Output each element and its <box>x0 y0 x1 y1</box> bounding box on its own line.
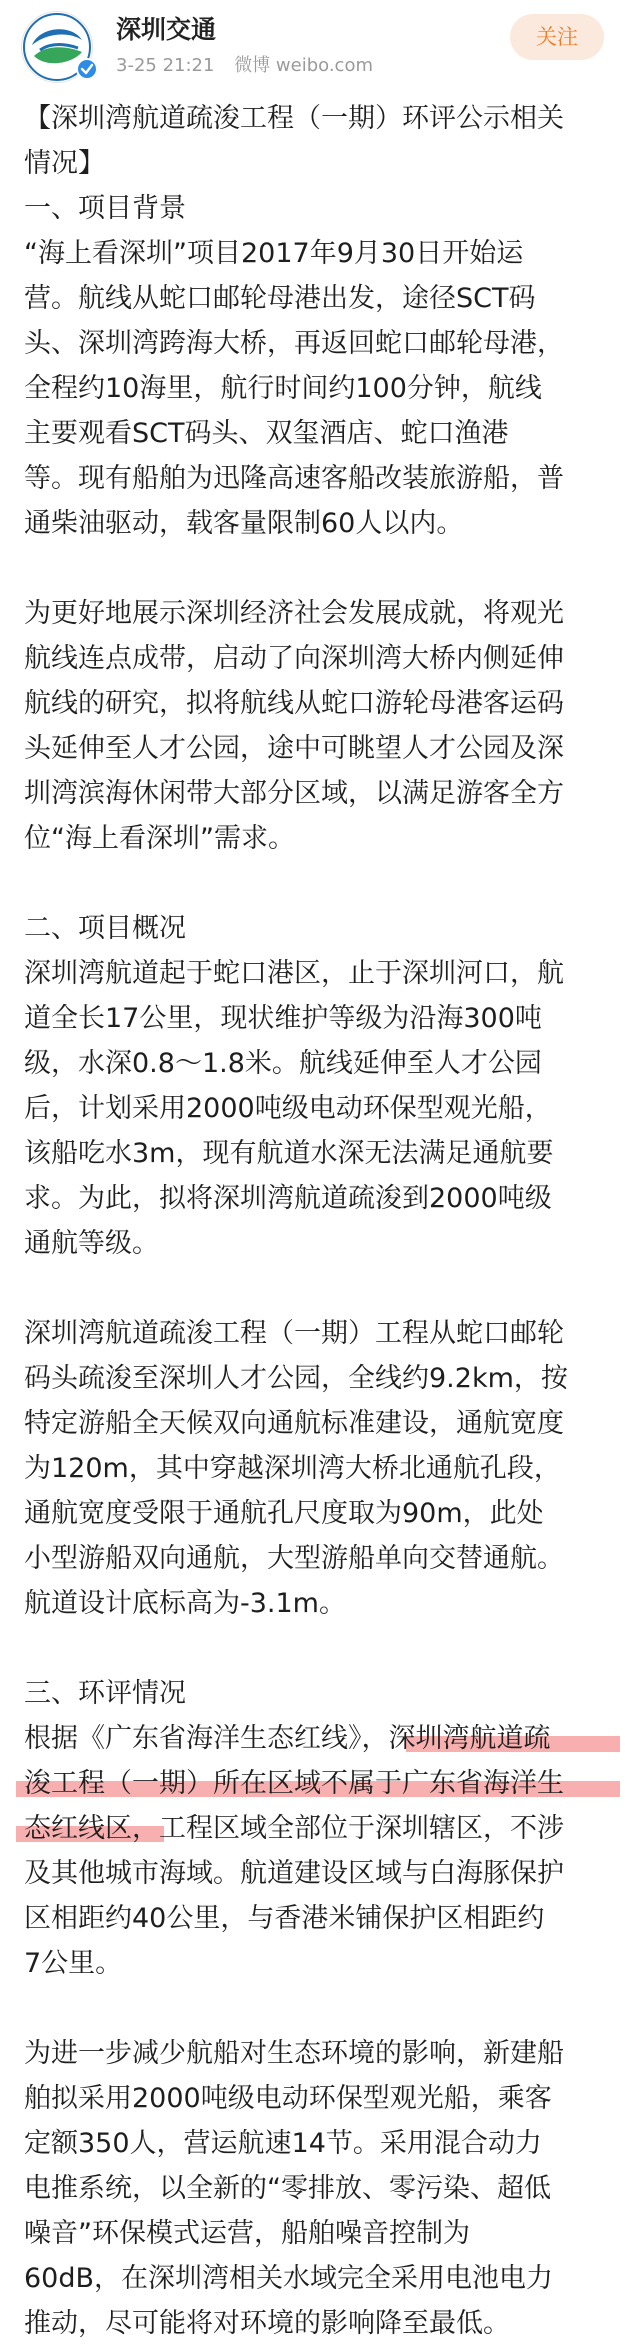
paragraph-line: 态红线区，工程区域全部位于深圳辖区，不涉 <box>24 1813 564 1844</box>
paragraph-gap <box>24 1626 616 1671</box>
paragraph-line: 头、深圳湾跨海大桥，再返回蛇口邮轮母港， <box>24 328 564 359</box>
paragraph-line: 码头疏浚至深圳人才公园，全线约9.2km，按 <box>24 1363 568 1394</box>
paragraph-line: 特定游船全天候双向通航标准建设，通航宽度 <box>24 1408 564 1439</box>
paragraph-line: 该船吃水3m，现有航道水深无法满足通航要 <box>24 1138 554 1169</box>
paragraph-line: 通柴油驱动，载客量限制60人以内。 <box>24 508 464 539</box>
verified-badge-icon <box>76 58 98 80</box>
paragraph-line: 通航宽度受限于通航孔尺度取为90m，此处 <box>24 1498 544 1529</box>
paragraph-gap <box>24 1986 616 2031</box>
paragraph-line: 等。现有船舶为迅隆高速客船改装旅游船，普 <box>24 463 564 494</box>
paragraph-line: 为120m，其中穿越深圳湾大桥北通航孔段， <box>24 1453 561 1484</box>
paragraph-line: 为进一步减少航船对生态环境的影响，新建船 <box>24 2038 564 2069</box>
account-name[interactable]: 深圳交通 <box>116 15 217 44</box>
paragraph-line: 7公里。 <box>24 1948 123 1979</box>
section-heading-background: 一、项目背景 <box>24 193 186 224</box>
paragraph-line: 航道设计底标高为-3.1m。 <box>24 1588 346 1619</box>
post-time: 3-25 21:21 <box>116 55 215 76</box>
paragraph-line: 电推系统，以全新的“零排放、零污染、超低 <box>24 2173 551 2204</box>
paragraph-line: 浚工程（一期）所在区域不属于广东省海洋生 <box>24 1768 564 1799</box>
paragraph-line: 后，计划采用2000吨级电动环保型观光船， <box>24 1093 552 1124</box>
paragraph-line: “海上看深圳”项目2017年9月30日开始运 <box>24 238 524 269</box>
paragraph-line: 及其他城市海域。航道建设区域与白海豚保护 <box>24 1858 564 1889</box>
highlighted-block <box>24 1716 616 1851</box>
paragraph-line: 为更好地展示深圳经济社会发展成就，将观光 <box>24 598 564 629</box>
paragraph-line: 舶拟采用2000吨级电动环保型观光船，乘客 <box>24 2083 552 2114</box>
paragraph-gap <box>24 861 616 906</box>
paragraph-line: 60dB，在深圳湾相关水域完全采用电池电力 <box>24 2263 554 2294</box>
post-header <box>0 0 632 92</box>
paragraph-gap <box>24 1266 616 1311</box>
paragraph-line: 位“海上看深圳”需求。 <box>24 823 295 854</box>
paragraph-line: 道全长17公里，现状维护等级为沿海300吨 <box>24 1003 542 1034</box>
paragraph-gap <box>24 546 616 591</box>
post-title-line: 【深圳湾航道疏浚工程（一期）环评公示相关 <box>24 103 564 134</box>
post-title-line: 情况】 <box>24 148 105 179</box>
follow-button[interactable]: 关注 <box>510 14 604 60</box>
paragraph-line: 深圳湾航道疏浚工程（一期）工程从蛇口邮轮 <box>24 1318 564 1349</box>
paragraph-line: 头延伸至人才公园，途中可眺望人才公园及深 <box>24 733 564 764</box>
post-meta <box>116 54 387 78</box>
paragraph-line: 通航等级。 <box>24 1228 159 1259</box>
section-heading-overview: 二、项目概况 <box>24 913 186 944</box>
paragraph-line: 推动，尽可能将对环境的影响降至最低。 <box>24 2308 510 2339</box>
paragraph-line: 小型游船双向通航，大型游船单向交替通航。 <box>24 1543 564 1574</box>
paragraph-line: 噪音”环保模式运营，船舶噪音控制为 <box>24 2218 470 2249</box>
paragraph-line: 航线的研究，拟将航线从蛇口游轮母港客运码 <box>24 688 564 719</box>
section-heading-eia: 三、环评情况 <box>24 1678 186 1709</box>
post-source: 微博 weibo.com <box>234 55 373 76</box>
paragraph-line: 求。为此，拟将深圳湾航道疏浚到2000吨级 <box>24 1183 552 1214</box>
paragraph-line: 区相距约40公里，与香港米铺保护区相距约 <box>24 1903 545 1934</box>
paragraph-line: 主要观看SCT码头、双玺酒店、蛇口渔港 <box>24 418 509 449</box>
paragraph-line: 级，水深0.8～1.8米。航线延伸至人才公园 <box>24 1048 542 1079</box>
paragraph-line: 定额350人，营运航速14节。采用混合动力 <box>24 2128 542 2159</box>
post-body <box>24 96 616 2346</box>
paragraph-line: 深圳湾航道起于蛇口港区，止于深圳河口，航 <box>24 958 564 989</box>
paragraph-line: 营。航线从蛇口邮轮母港出发，途径SCT码 <box>24 283 536 314</box>
paragraph-line: 航线连点成带，启动了向深圳湾大桥内侧延伸 <box>24 643 564 674</box>
paragraph-line: 根据《广东省海洋生态红线》，深圳湾航道疏 <box>24 1723 551 1754</box>
paragraph-line: 全程约10海里，航行时间约100分钟，航线 <box>24 373 542 404</box>
paragraph-line: 圳湾滨海休闲带大部分区域，以满足游客全方 <box>24 778 564 809</box>
